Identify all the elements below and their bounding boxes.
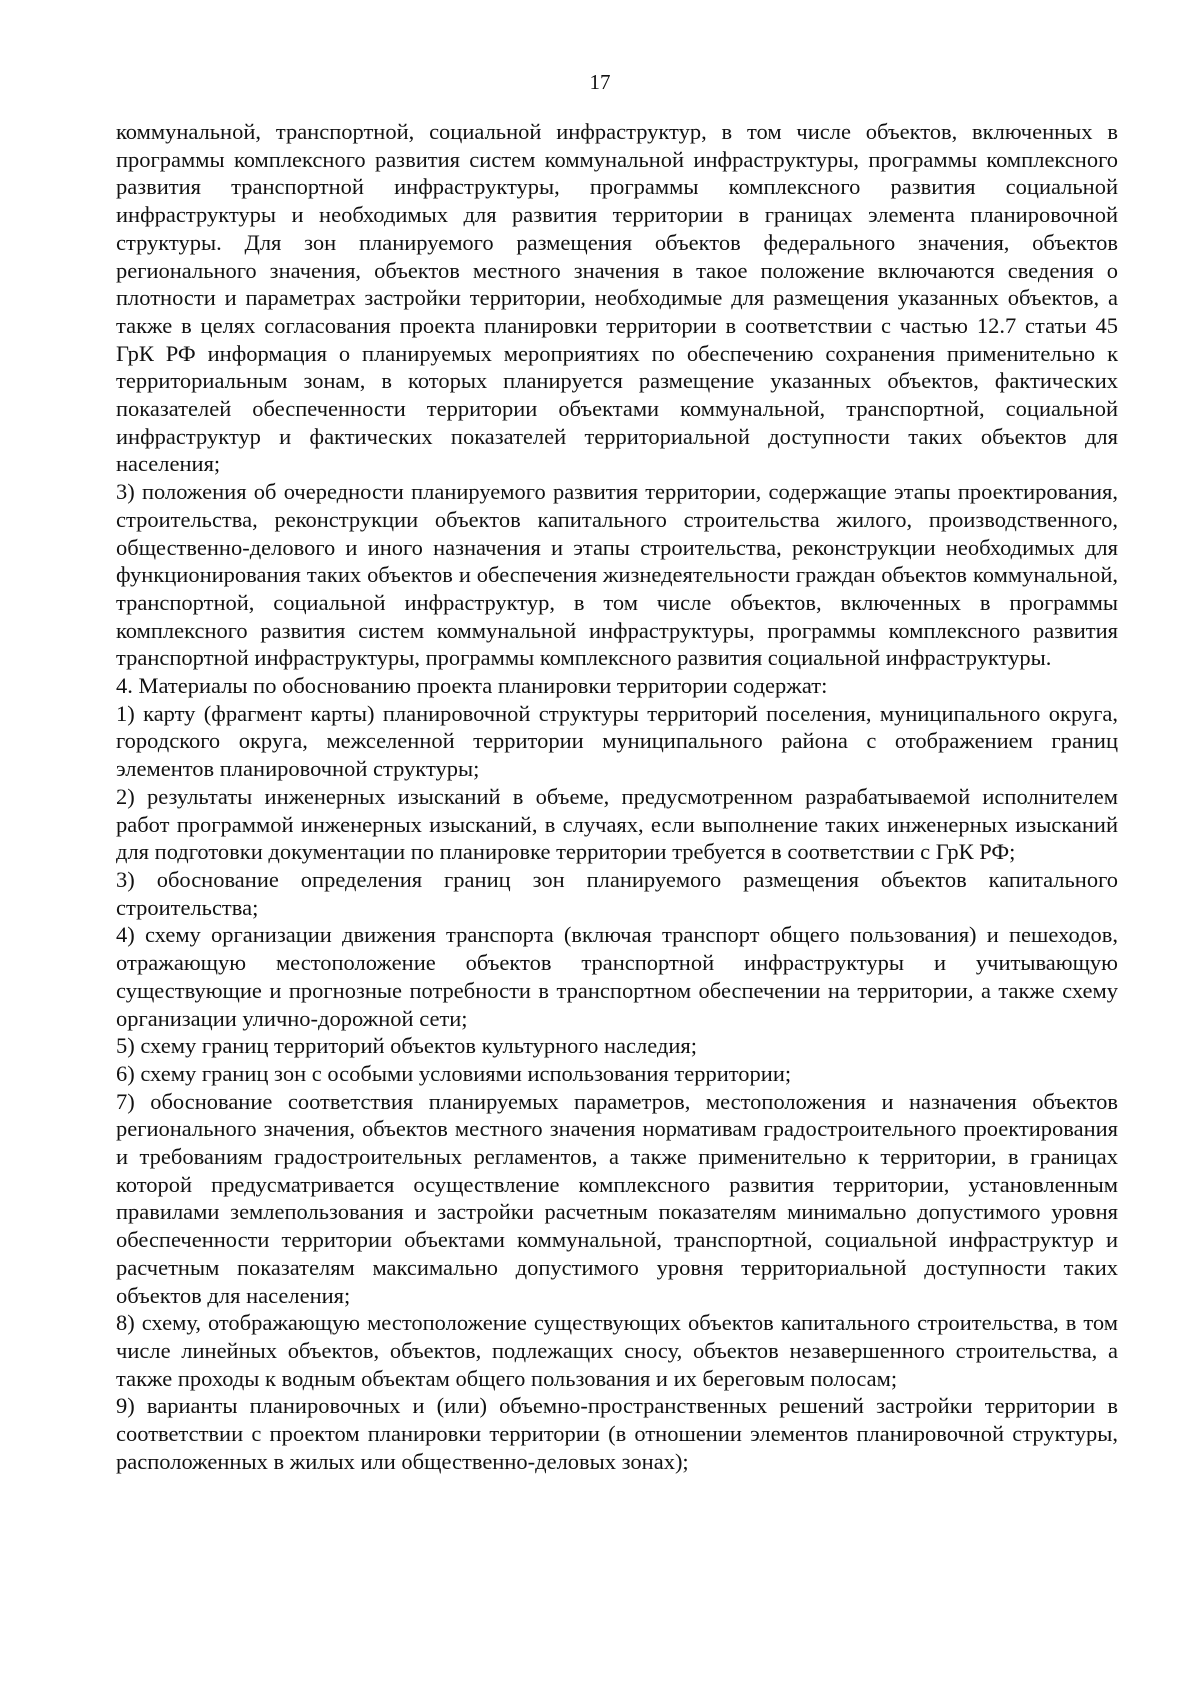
document-body	[116, 118, 1118, 1475]
paragraph: 7) обоснование соответствия планируемых параметров, местоположения и назначения объектов регионального значения, объектов местного значения нормативам градостроительного проектирования и требованиям градостроительных регламентов, а также применительно к территории, в границах которой предусматривается осуществление комплексного развития территории, установленным правилами землепользования и застройки расчетным показателям минимально допустимого уровня обеспеченности территории объектами коммунальной, транспортной, социальной инфраструктур и расчетным показателям максимально допустимого уровня территориальной доступности таких объектов для населения;	[116, 1088, 1118, 1308]
paragraph: 6) схему границ зон с особыми условиями использования территории;	[116, 1060, 792, 1086]
paragraph: 1) карту (фрагмент карты) планировочной структуры территорий поселения, муниципального округа, городского округа, межселенной территории муниципального района с отображением границ элементов планировочной структуры;	[116, 700, 1118, 782]
paragraph: 5) схему границ территорий объектов культурного наследия;	[116, 1033, 697, 1059]
paragraph: 3) положения об очередности планируемого развития территории, содержащие этапы проектирования, строительства, реконструкции объектов капитального строительства жилого, производственного, общественно-делового и иного назначения и этапы строительства, реконструкции необходимых для функционирования таких объектов и обеспечения жизнедеятельности граждан объектов коммунальной, транспортной, социальной инфраструктур, в том числе объектов, включенных в программы комплексного развития систем коммунальной инфраструктуры, программы комплексного развития транспортной инфраструктуры, программы комплексного развития социальной инфраструктуры.	[116, 479, 1118, 671]
paragraph: 4. Материалы по обоснованию проекта планировки территории содержат:	[116, 673, 828, 699]
paragraph: 9) варианты планировочных и (или) объемно-пространственных решений застройки территории в соответствии с проектом планировки территории (в отношении элементов планировочной структуры, расположенных в жилых или общественно-деловых зонах);	[116, 1393, 1118, 1474]
paragraph: 4) схему организации движения транспорта (включая транспорт общего пользования) и пешеходов, отражающую местоположение объектов транспортной инфраструктуры и учитывающую существующие и прогнозные потребности в транспортном обеспечении на территории, а также схему организации улично-дорожной сети;	[116, 922, 1118, 1031]
paragraph: 3) обоснование определения границ зон планируемого размещения объектов капитального строительства;	[116, 866, 1118, 920]
page-number: 17	[589, 70, 611, 94]
paragraph: 8) схему, отображающую местоположение существующих объектов капитального строительства, в том числе линейных объектов, объектов, подлежащих сносу, объектов незавершенного строительства, а также проходы к водным объектам общего пользования и их береговым полосам;	[116, 1310, 1118, 1391]
paragraph: 2) результаты инженерных изысканий в объеме, предусмотренном разрабатываемой исполнителем работ программой инженерных изысканий, в случаях, если выполнение таких инженерных изысканий для подготовки документации по планировке территории требуется в соответствии с ГрК РФ;	[116, 783, 1118, 865]
paragraph: коммунальной, транспортной, социальной инфраструктур, в том числе объектов, включенных в программы комплексного развития систем коммунальной инфраструктуры, программы комплексного развития транспортной инфраструктуры, программы комплексного развития социальной инфраструктуры и необходимых для развития территории в границах элемента планировочной структуры. Для зон планируемого размещения объектов федерального значения, объектов регионального значения, объектов местного значения в такое положение включаются сведения о плотности и параметрах застройки территории, необходимые для размещения указанных объектов, а также в целях согласования проекта планировки территории в соответствии с частью 12.7 статьи 45 ГрК РФ информация о планируемых мероприятиях по обеспечению сохранения применительно к территориальным зонам, в которых планируется размещение указанных объектов, фактических показателей обеспеченности территории объектами коммунальной, транспортной, социальной инфраструктур и фактических показателей территориальной доступности таких объектов для населения;	[116, 119, 1118, 477]
